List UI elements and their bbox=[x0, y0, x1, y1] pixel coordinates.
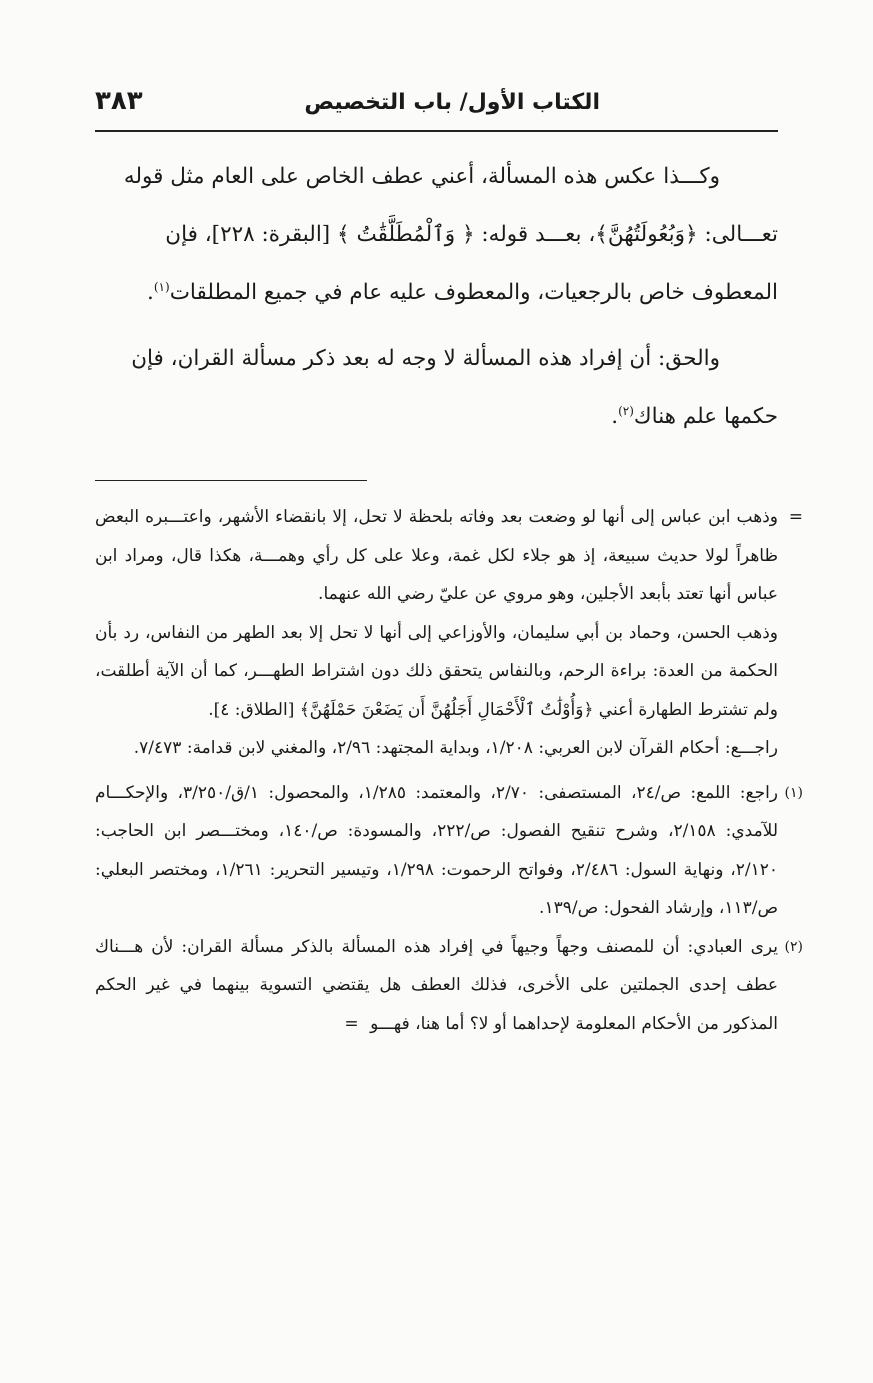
continuation-mark: = bbox=[788, 507, 803, 527]
continued-text-2: وذهب الحسن، وحماد بن أبي سليمان، والأوزاعي إلى أنها لا تحل إلا بعد الطهر من النفاس، رد بأن الحكمة من العدة: براءة الرحم، وبالنفاس يتحقق ذلك دون اشتراط الطهـــر، كما أن الآية أطلقت، ولم تشترط الطهارة أعني ﴿وَأُوْلَٰتُ ٱلْأَحْمَالِ أَجَلُهُنَّ أَن يَضَعْنَ حَمْلَهُنَّ﴾ [الطلاق: ٤]. bbox=[95, 622, 778, 720]
footnote-ref-2: (٢) bbox=[618, 403, 634, 418]
footnote-text-2: يرى العبادي: أن للمصنف وجهاً وجيهاً في إفراد هذه المسألة بالذكر مسألة القران: لأن هـــناك عطف إحدى الجملتين على الأخرى، فذلك العطف هل يقتضي التسوية بينهما في غير الحكم المذكور من الأحكام المعلومة لإحداهما أو لا؟ أما هنا، فهـــو bbox=[95, 936, 778, 1034]
continued-footnote-3 bbox=[95, 729, 803, 768]
paragraph-2: والحق: أن إفراد هذه المسألة لا وجه له بعد ذكر مسألة القران، فإن حكمها علم هناك$^{(٢)}$. bbox=[131, 346, 778, 429]
continued-footnote-1 bbox=[95, 498, 803, 614]
footnote-text-1: راجع: اللمع: ص/٢٤، المستصفى: ٢/٧٠، والمعتمد: ١/٢٨٥، والمحصول: ١/ق/٣/٢٥٠، والإحكـــام للآمدي: ٢/١٥٨، وشرح تنقيح الفصول: ص/٢٢٢، والمسودة: ص/١٤٠، ومختـــصر ابن الحاجب: ٢/١٢٠، ونهاية السول: ٢/٤٨٦، وفواتح الرحموت: ١/٢٩٨، وتيسير التحرير: ١/٢٦١، ومختصر البعلي: ص/١١٣، وإرشاد الفحول: ص/١٣٩. bbox=[95, 782, 779, 918]
footnote-ref-1: (١) bbox=[153, 279, 170, 294]
p1-line-3: المعطوف خاص بالرجعيات، والمعطوف عليه عام في جميع المطلقات bbox=[169, 280, 778, 305]
continued-text-3: راجـــع: أحكام القرآن لابن العربي: ١/٢٠٨، وبداية المجتهد: ٢/٩٦، والمغني لابن قدامة: ٧/٤٧٣. bbox=[133, 738, 778, 758]
continued-footnote-2 bbox=[95, 614, 803, 730]
p2-line-2: حكمها علم هناك bbox=[633, 404, 778, 429]
footnote-number-2: (٢) bbox=[784, 938, 803, 955]
header-rule bbox=[95, 130, 778, 132]
p2-line-1: والحق: أن إفراد هذه المسألة لا وجه له بعد ذكر مسألة القران، فإن bbox=[131, 346, 720, 371]
footnote-rule bbox=[95, 480, 367, 481]
p1-line-2: تعـــالى: ﴿وَبُعُولَتُهُنَّ﴾، بعـــد قوله: ﴿ وَٱلْمُطَلَّقَٰتُ ﴾ [البقرة: ٢٢٨]، فإن bbox=[165, 222, 778, 247]
footnote-number-1: (١) bbox=[784, 784, 803, 801]
continued-text-1: وذهب ابن عباس إلى أنها لو وضعت بعد وفاته بلحظة لا تحل، إلا بانقضاء الأشهر، واعتـــبره البعض ظاهراً لولا حديث سبيعة، إذ هو جلاء لكل غمة، وعلا على كل رأي وهمـــة، هكذا قال، ومراد ابن عباس أنها تعتد بأبعد الأجلين، وهو مروي عن عليّ رضي الله عنهما. bbox=[95, 507, 778, 604]
p1-line-1: وكـــذا عكس هذه المسألة، أعني عطف الخاص على العام مثل قوله bbox=[123, 164, 720, 189]
paragraph-1: وكـــذا عكس هذه المسألة، أعني عطف الخاص على العام مثل قوله تعـــالى: ﴿وَبُعُولَتُهُنَّ﴾، بعـــد قوله: ﴿ وَٱلْمُطَلَّقَٰتُ ﴾ [البقرة: ٢٢٨]، فإن المعطوف خاص بالرجعيات، والمعطوف عليه عام في جميع المطلقات$^{(١)}$. bbox=[123, 164, 778, 305]
continuation-end-mark: = bbox=[344, 1013, 359, 1034]
footnotes bbox=[95, 498, 803, 1043]
main-text bbox=[95, 148, 778, 446]
footnote-1 bbox=[95, 774, 803, 928]
running-header bbox=[95, 86, 778, 126]
footnote-2 bbox=[95, 928, 803, 1044]
header-title: الكتاب الأول/ باب التخصيص bbox=[304, 90, 600, 115]
page-number: ٣٨٣ bbox=[95, 86, 143, 116]
